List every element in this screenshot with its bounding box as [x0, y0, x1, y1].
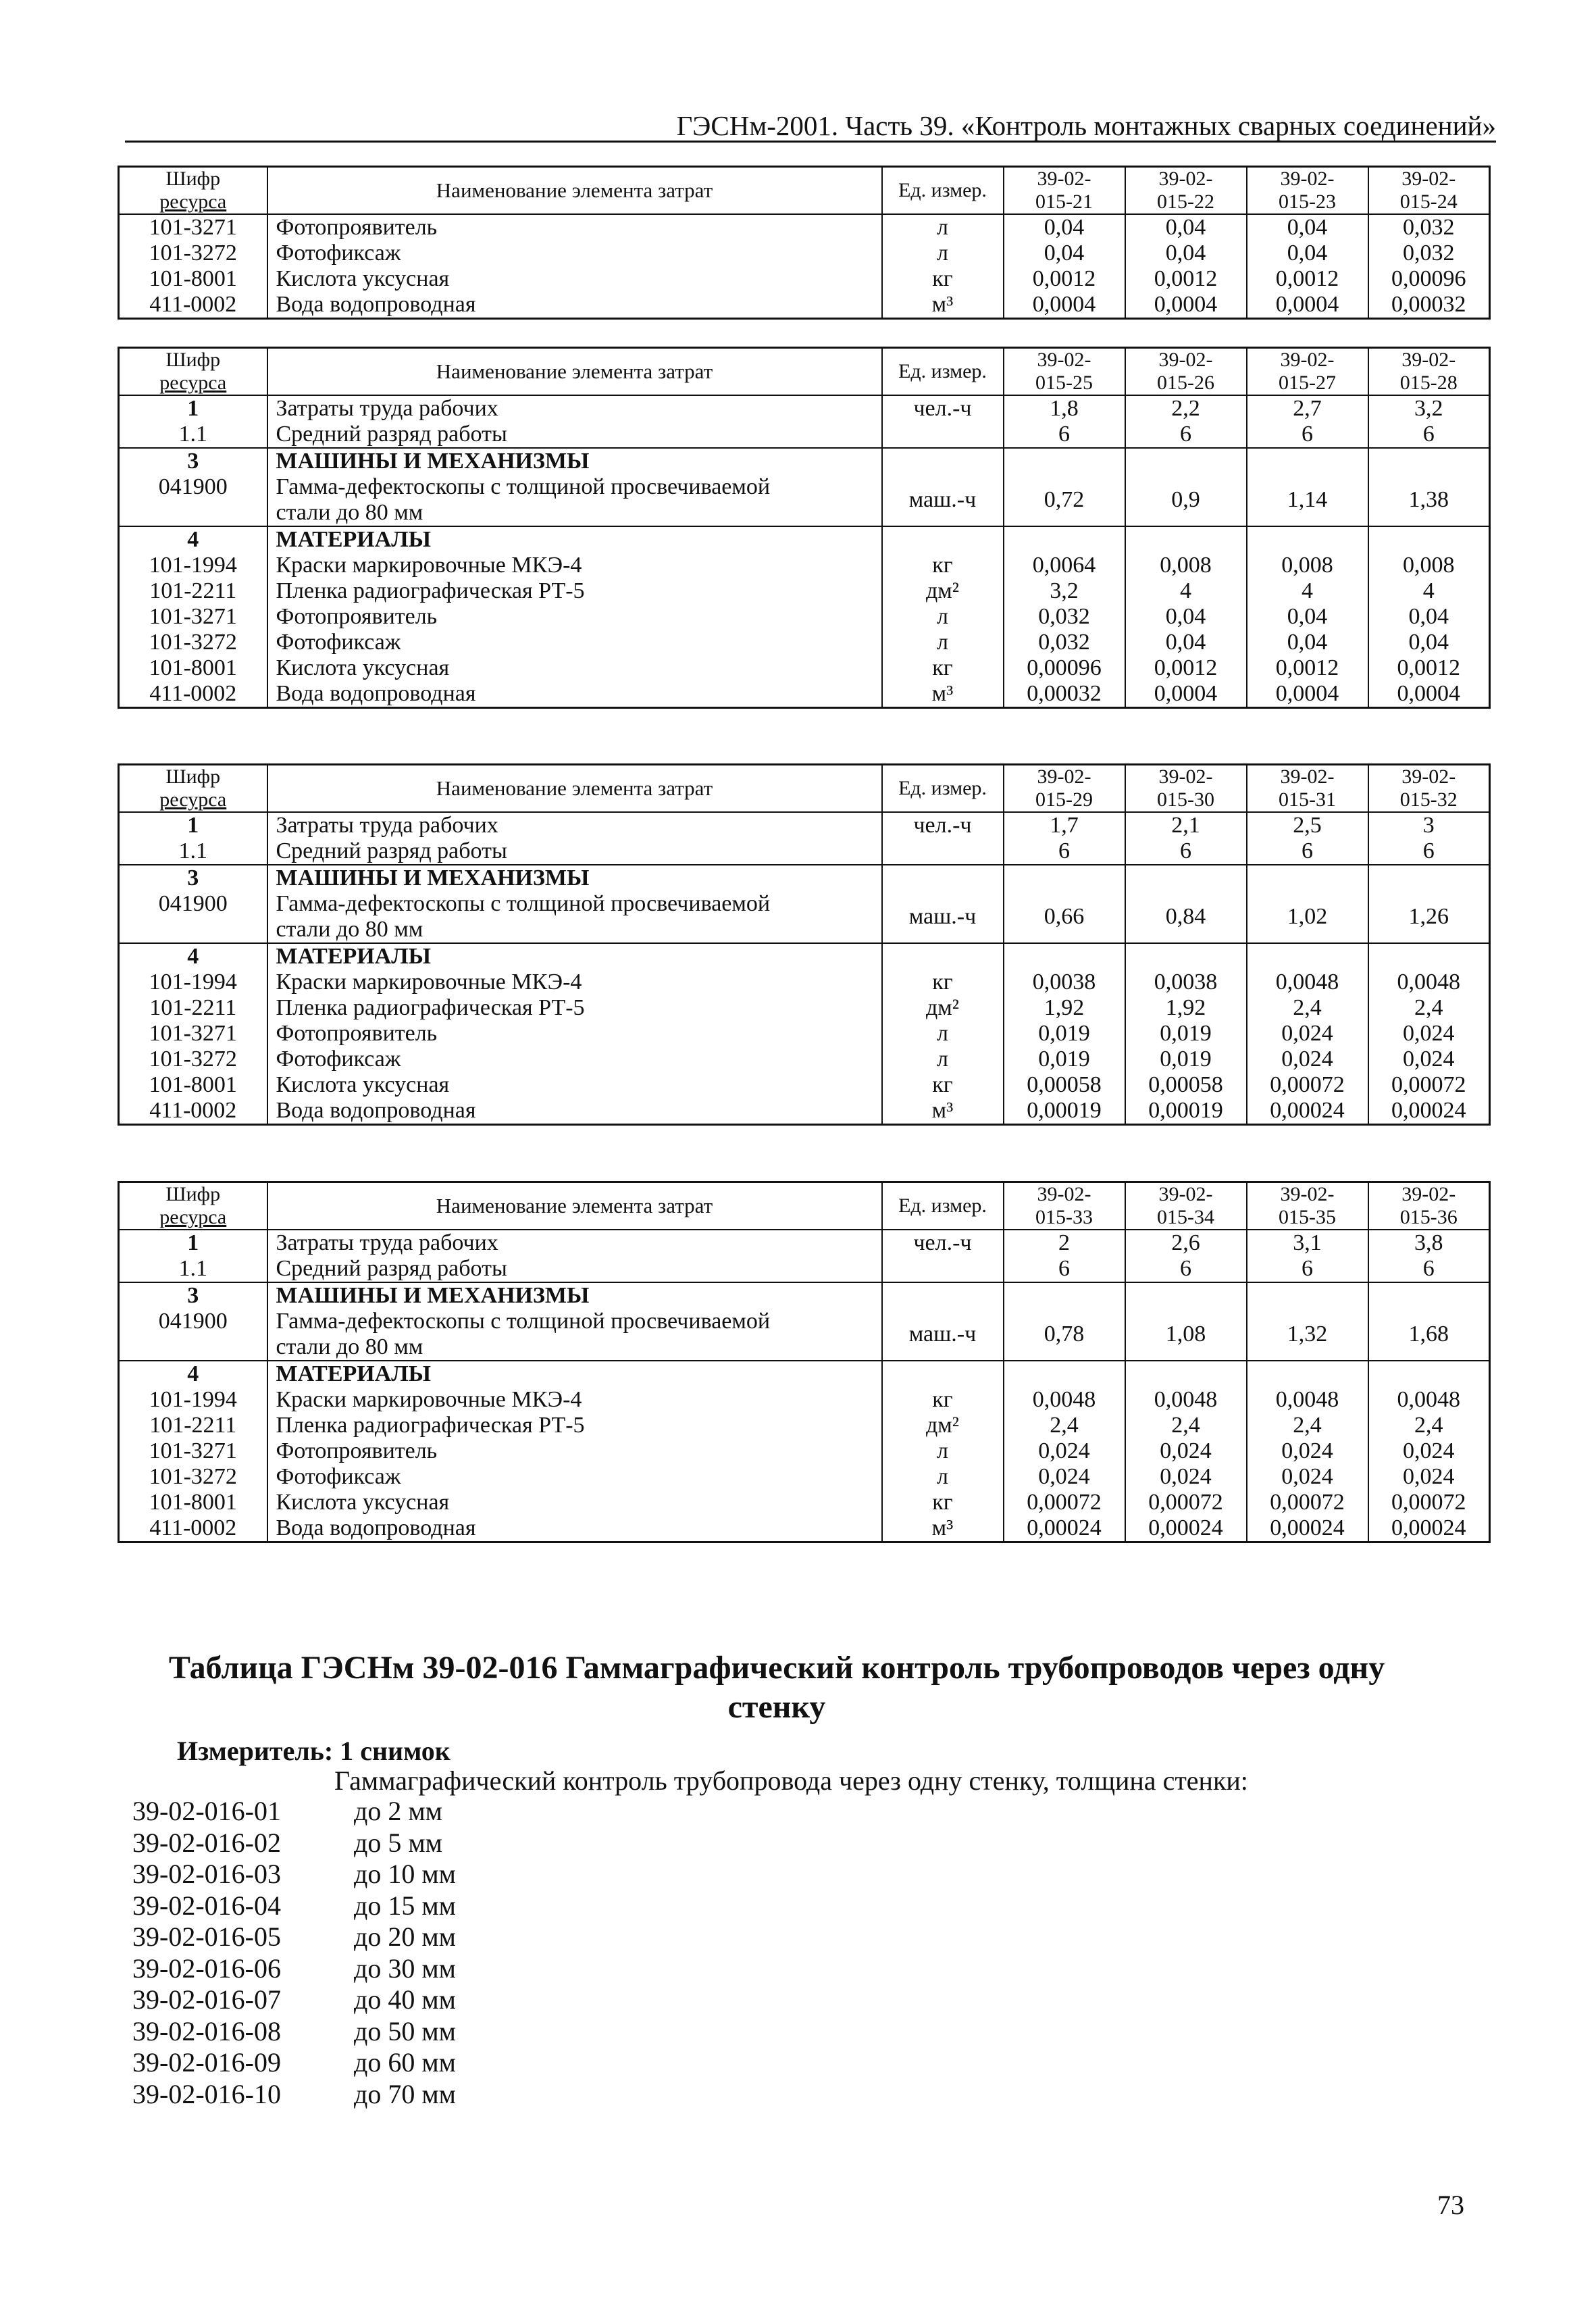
- page-number: 73: [1437, 2190, 1464, 2220]
- machine-row: 041900 Гамма-дефектоскопы с толщиной просвечиваемой стали до 80 мм маш.-ч 0,66 0,84 1,02 1,26: [119, 891, 1490, 943]
- resource-table-4: [118, 1181, 1491, 1543]
- table-row: 101-3271 Фотопроявитель л 0,019 0,019 0,024 0,024: [119, 1021, 1490, 1047]
- col-header-variant: 39-02- 015-24: [1368, 167, 1490, 215]
- col-header-name: Наименование элемента затрат: [267, 348, 882, 396]
- col-header-variant: 39-02- 015-21: [1004, 167, 1125, 215]
- table-row: 101-8001 Кислота уксусная кг 0,00072 0,00072 0,00072 0,00072: [119, 1490, 1490, 1515]
- section-description: Гаммаграфический контроль трубопровода через одну стенку, толщина стенки:: [334, 1765, 1248, 1796]
- machine-row: 041900 Гамма-дефектоскопы с толщиной просвечиваемой стали до 80 мм маш.-ч 0,78 1,08 1,32 1,68: [119, 1309, 1490, 1361]
- list-item: 39-02-016-05 до 20 мм: [132, 1921, 456, 1952]
- list-item: 39-02-016-09 до 60 мм: [132, 2047, 456, 2078]
- table-row: 411-0002 Вода водопроводная м³ 0,00024 0,00024 0,00024 0,00024: [119, 1515, 1490, 1542]
- section-row-materials: 4 МАТЕРИАЛЫ: [119, 943, 1490, 970]
- list-item: 39-02-016-04 до 15 мм: [132, 1890, 456, 1921]
- table-row: 101-3272 Фотофиксаж л 0,04 0,04 0,04 0,032: [119, 241, 1490, 266]
- table-row: 101-8001 Кислота уксусная кг 0,00096 0,0012 0,0012 0,0012: [119, 655, 1490, 681]
- col-header-code: Шифр ресурса: [119, 765, 267, 813]
- col-header-variant: 39-02- 015-34: [1125, 1182, 1247, 1230]
- table-row: 101-3271 Фотопроявитель л 0,032 0,04 0,04 0,04: [119, 604, 1490, 630]
- col-header-variant: 39-02- 015-22: [1125, 167, 1247, 215]
- table-row: 411-0002 Вода водопроводная м³ 0,00019 0,00019 0,00024 0,00024: [119, 1098, 1490, 1125]
- list-item: 39-02-016-07 до 40 мм: [132, 1984, 456, 2015]
- col-header-code: Шифр ресурса: [119, 167, 267, 215]
- list-item: 39-02-016-08 до 50 мм: [132, 2015, 456, 2046]
- col-header-name: Наименование элемента затрат: [267, 1182, 882, 1230]
- section-row-materials: 4 МАТЕРИАЛЫ: [119, 526, 1490, 553]
- col-header-name: Наименование элемента затрат: [267, 167, 882, 215]
- list-item: 39-02-016-01 до 2 мм: [132, 1796, 442, 1826]
- resource-table-2: [118, 347, 1491, 709]
- col-header-variant: 39-02- 015-28: [1368, 348, 1490, 396]
- table-row: 101-8001 Кислота уксусная кг 0,0012 0,0012 0,0012 0,00096: [119, 266, 1490, 292]
- measure-unit: Измеритель: 1 снимок: [177, 1736, 451, 1766]
- table-row: 101-3271 Фотопроявитель л 0,024 0,024 0,024 0,024: [119, 1438, 1490, 1464]
- table-row: 101-2211 Пленка радиографическая РТ-5 дм² 3,2 4 4 4: [119, 578, 1490, 604]
- machine-row: 041900 Гамма-дефектоскопы с толщиной просвечиваемой стали до 80 мм маш.-ч 0,72 0,9 1,14 1,38: [119, 474, 1490, 526]
- table-row: 101-8001 Кислота уксусная кг 0,00058 0,00058 0,00072 0,00072: [119, 1072, 1490, 1098]
- resource-table-3: [118, 763, 1491, 1126]
- col-header-unit: Ед. измер.: [882, 167, 1004, 215]
- grade-row: 1.1 Средний разряд работы 6 6 6 6: [119, 838, 1490, 865]
- list-item: 39-02-016-10 до 70 мм: [132, 2078, 456, 2109]
- table-row: 101-2211 Пленка радиографическая РТ-5 дм² 2,4 2,4 2,4 2,4: [119, 1413, 1490, 1438]
- col-header-variant: 39-02- 015-25: [1004, 348, 1125, 396]
- section-row-materials: 4 МАТЕРИАЛЫ: [119, 1361, 1490, 1387]
- col-header-variant: 39-02- 015-30: [1125, 765, 1247, 813]
- grade-row: 1.1 Средний разряд работы 6 6 6 6: [119, 422, 1490, 448]
- table-row: 411-0002 Вода водопроводная м³ 0,00032 0,0004 0,0004 0,0004: [119, 681, 1490, 708]
- col-header-code: Шифр ресурса: [119, 1182, 267, 1230]
- col-header-variant: 39-02- 015-31: [1247, 765, 1368, 813]
- table-row: 101-3272 Фотофиксаж л 0,024 0,024 0,024 0,024: [119, 1464, 1490, 1490]
- labor-row: 1 Затраты труда рабочих чел.-ч 1,7 2,1 2,5 3: [119, 812, 1490, 838]
- col-header-variant: 39-02- 015-29: [1004, 765, 1125, 813]
- table-row: 101-1994 Краски маркировочные МКЭ-4 кг 0,0048 0,0048 0,0048 0,0048: [119, 1387, 1490, 1413]
- list-item: 39-02-016-03 до 10 мм: [132, 1859, 456, 1889]
- col-header-variant: 39-02- 015-35: [1247, 1182, 1368, 1230]
- section-row-machines: 3 МАШИНЫ И МЕХАНИЗМЫ: [119, 865, 1490, 891]
- col-header-variant: 39-02- 015-26: [1125, 348, 1247, 396]
- col-header-code: Шифр ресурса: [119, 348, 267, 396]
- table-row: 101-3271 Фотопроявитель л 0,04 0,04 0,04 0,032: [119, 214, 1490, 241]
- variant-list: [132, 1796, 456, 2110]
- grade-row: 1.1 Средний разряд работы 6 6 6 6: [119, 1256, 1490, 1282]
- resource-table-1: [118, 166, 1491, 320]
- list-item: 39-02-016-06 до 30 мм: [132, 1953, 456, 1984]
- table-row: 411-0002 Вода водопроводная м³ 0,0004 0,0004 0,0004 0,00032: [119, 292, 1490, 319]
- col-header-variant: 39-02- 015-27: [1247, 348, 1368, 396]
- labor-row: 1 Затраты труда рабочих чел.-ч 1,8 2,2 2,7 3,2: [119, 395, 1490, 422]
- labor-row: 1 Затраты труда рабочих чел.-ч 2 2,6 3,1 3,8: [119, 1230, 1490, 1256]
- col-header-variant: 39-02- 015-36: [1368, 1182, 1490, 1230]
- header-rule: [125, 141, 1496, 143]
- section-title: Таблица ГЭСНм 39-02-016 Гаммаграфический контроль трубопроводов через одну стенку: [168, 1650, 1385, 1725]
- col-header-variant: 39-02- 015-23: [1247, 167, 1368, 215]
- table-row: 101-1994 Краски маркировочные МКЭ-4 кг 0,0064 0,008 0,008 0,008: [119, 553, 1490, 578]
- page-running-header: ГЭСНм-2001. Часть 39. «Контроль монтажных сварных соединений»: [676, 110, 1496, 141]
- list-item: 39-02-016-02 до 5 мм: [132, 1827, 442, 1858]
- col-header-unit: Ед. измер.: [882, 765, 1004, 813]
- table-row: 101-2211 Пленка радиографическая РТ-5 дм² 1,92 1,92 2,4 2,4: [119, 995, 1490, 1021]
- table-row: 101-3272 Фотофиксаж л 0,019 0,019 0,024 0,024: [119, 1047, 1490, 1072]
- col-header-variant: 39-02- 015-33: [1004, 1182, 1125, 1230]
- section-row-machines: 3 МАШИНЫ И МЕХАНИЗМЫ: [119, 448, 1490, 474]
- col-header-unit: Ед. измер.: [882, 348, 1004, 396]
- col-header-name: Наименование элемента затрат: [267, 765, 882, 813]
- table-row: 101-1994 Краски маркировочные МКЭ-4 кг 0,0038 0,0038 0,0048 0,0048: [119, 970, 1490, 995]
- table-row: 101-3272 Фотофиксаж л 0,032 0,04 0,04 0,04: [119, 630, 1490, 655]
- section-row-machines: 3 МАШИНЫ И МЕХАНИЗМЫ: [119, 1282, 1490, 1309]
- col-header-variant: 39-02- 015-32: [1368, 765, 1490, 813]
- col-header-unit: Ед. измер.: [882, 1182, 1004, 1230]
